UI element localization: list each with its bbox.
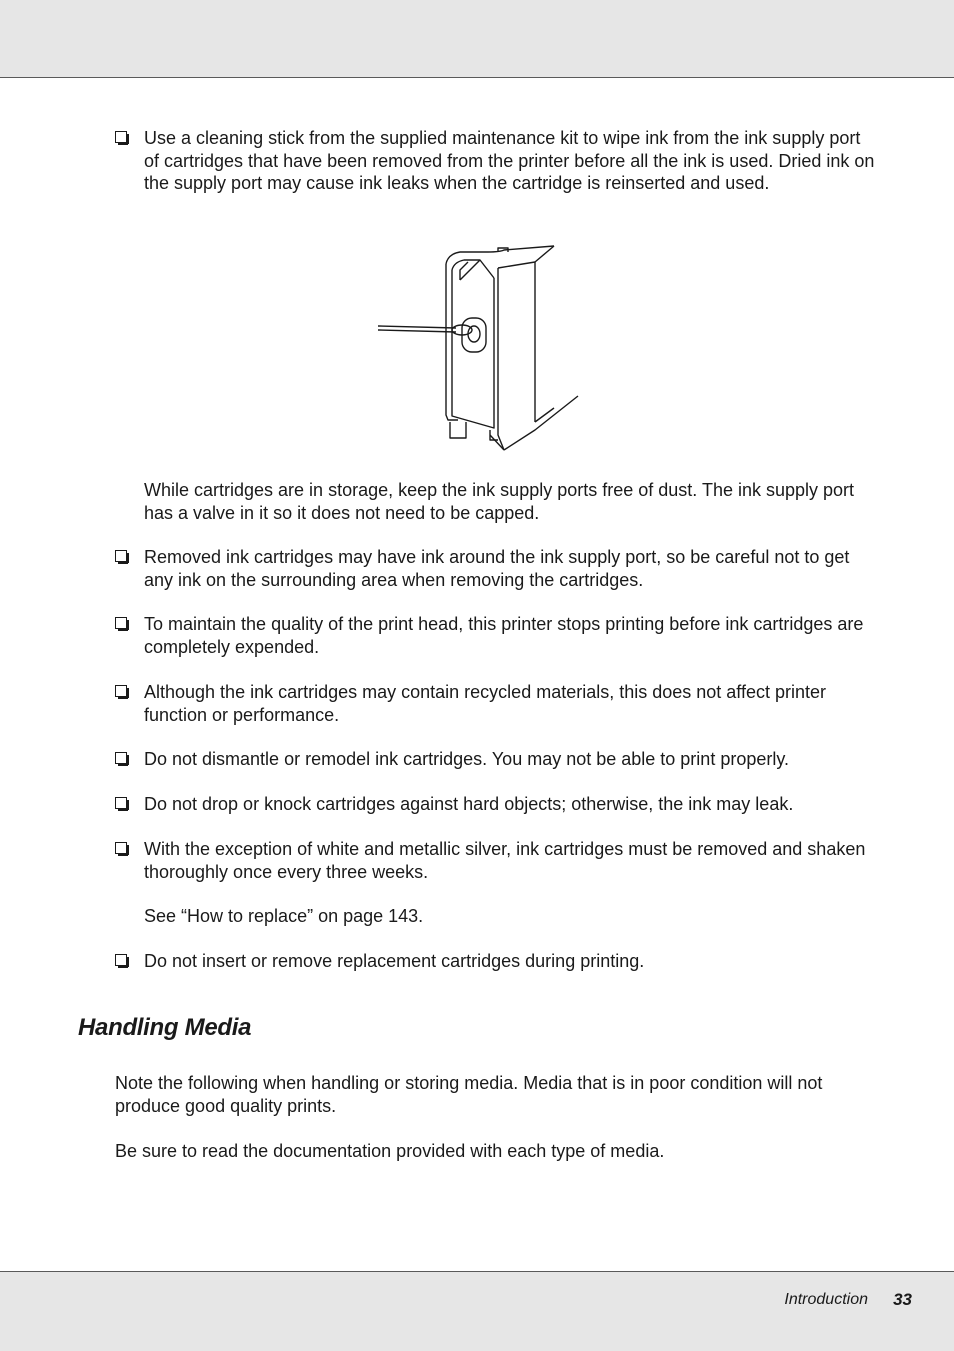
section-heading: Handling Media <box>78 1014 252 1041</box>
section-paragraph: Be sure to read the documentation provided with each type of media. <box>115 1141 665 1161</box>
checkbox-bullet-icon <box>115 752 127 764</box>
bullet-item-shake: With the exception of white and metallic silver, ink cartridges must be removed and shaken thoroughly once every three weeks. <box>144 838 879 883</box>
checkbox-bullet-icon <box>115 131 127 143</box>
ink-cartridge-cleaning-icon <box>370 240 590 455</box>
footer-page-number: 33 <box>893 1290 912 1309</box>
checkbox-bullet-icon <box>115 685 127 697</box>
cartridge-cleaning-illustration <box>370 240 590 455</box>
checkbox-bullet-icon <box>115 954 127 966</box>
checkbox-bullet-icon <box>115 842 127 854</box>
bullet-item-during-printing: Do not insert or remove replacement cartridges during printing. <box>144 950 879 973</box>
checkbox-bullet-icon <box>115 617 127 629</box>
see-reference-link[interactable]: See “How to replace” on page 143. <box>144 906 424 926</box>
bullet-item-dismantle: Do not dismantle or remodel ink cartridges. You may not be able to print properly. <box>144 748 879 771</box>
checkbox-bullet-icon <box>115 797 127 809</box>
bullet-item-removed-cartridges: Removed ink cartridges may have ink around the ink supply port, so be careful not to get any ink on the surrounding area when removing the cartridges. <box>144 546 879 591</box>
footer-section-title: Introduction <box>784 1291 868 1308</box>
section-paragraph: Note the following when handling or storing media. Media that is in poor condition will not produce good quality prints. <box>115 1073 823 1116</box>
bullet-item-cleaning-stick: Use a cleaning stick from the supplied maintenance kit to wipe ink from the ink supply port of cartridges that have been removed from the printer before all the ink is used. Dried ink on the supply port may cause ink leaks when the cartridge is reinserted and used. <box>144 127 879 195</box>
checkbox-bullet-icon <box>115 550 127 562</box>
bullet-item-print-head: To maintain the quality of the print head, this printer stops printing before ink cartridges are completely expended. <box>144 613 879 658</box>
bullet-item-recycled: Although the ink cartridges may contain recycled materials, this does not affect printer function or performance. <box>144 681 879 726</box>
page-footer-band <box>0 1271 954 1351</box>
page-header-band <box>0 0 954 78</box>
bullet-item-drop: Do not drop or knock cartridges against hard objects; otherwise, the ink may leak. <box>144 793 879 816</box>
storage-note: While cartridges are in storage, keep the ink supply ports free of dust. The ink supply port has a valve in it so it does not need to be capped. <box>144 480 855 523</box>
